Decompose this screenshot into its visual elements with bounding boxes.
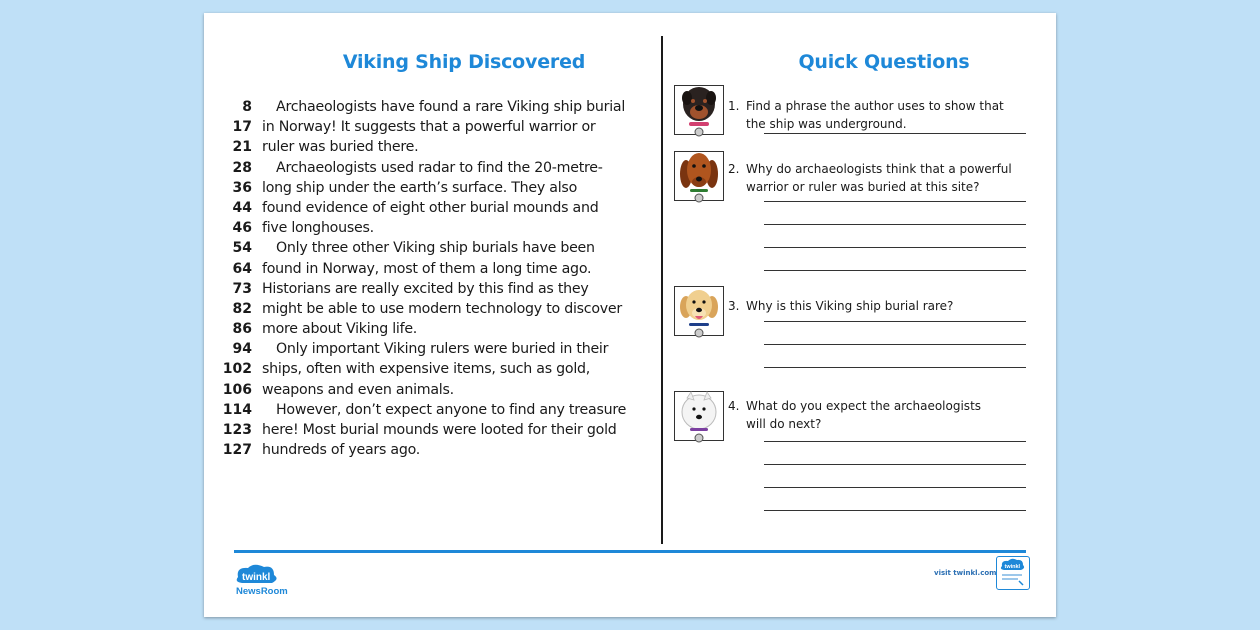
word-count: 64 — [232, 260, 252, 277]
line-text: However, don’t expect anyone to find any treasure — [276, 401, 627, 418]
answer-line[interactable] — [764, 344, 1026, 345]
text-line — [222, 259, 662, 279]
line-text: ruler was buried there. — [262, 139, 419, 156]
text-line — [222, 420, 662, 440]
line-text: long ship under the earth’s surface. They also — [262, 179, 577, 196]
text-line — [222, 299, 662, 319]
line-text: Archaeologists have found a rare Viking ship burial — [276, 99, 626, 115]
visit-link[interactable]: visit twinkl.com — [934, 569, 997, 577]
question-text: Why is this Viking ship burial rare? — [746, 299, 954, 313]
answer-line[interactable] — [764, 133, 1026, 134]
twinkl-newsroom-logo[interactable] — [234, 563, 304, 601]
text-line — [222, 440, 662, 460]
question-text: warrior or ruler was buried at this site? — [746, 180, 980, 194]
line-text: Historians are really excited by this find as they — [262, 280, 589, 297]
text-line — [222, 198, 662, 218]
line-text: Archaeologists used radar to find the 20-metre- — [276, 159, 603, 176]
text-line — [222, 400, 662, 420]
question-number: 1. — [728, 99, 740, 113]
text-line — [222, 279, 662, 299]
word-count: 8 — [242, 99, 252, 115]
text-line — [222, 319, 662, 339]
question-text: Find a phrase the author uses to show that — [746, 99, 1004, 113]
text-line — [222, 97, 662, 117]
answer-line[interactable] — [764, 510, 1026, 511]
text-line — [222, 380, 662, 400]
answer-line[interactable] — [764, 464, 1026, 465]
golden-retriever-icon — [674, 286, 724, 336]
text-line — [222, 359, 662, 379]
question-text: What do you expect the archaeologists — [746, 399, 982, 413]
column-divider — [661, 36, 663, 544]
article-text — [222, 97, 662, 460]
question-text: the ship was underground. — [746, 117, 907, 131]
text-line — [222, 158, 662, 178]
answer-line[interactable] — [764, 201, 1026, 202]
text-line — [222, 339, 662, 359]
word-count: 94 — [232, 341, 252, 358]
question-text: will do next? — [746, 417, 822, 431]
article-title: Viking Ship Discovered — [342, 51, 586, 73]
answer-line[interactable] — [764, 441, 1026, 442]
line-text: hundreds of years ago. — [262, 442, 421, 459]
brand-sub: NewsRoom — [236, 586, 288, 597]
question-1 — [674, 83, 1054, 153]
question-number: 4. — [728, 399, 740, 413]
answer-line[interactable] — [764, 247, 1026, 248]
rottweiler-icon — [674, 85, 724, 135]
word-count: 46 — [232, 220, 252, 237]
line-text: Only three other Viking ship burials have been — [276, 240, 595, 257]
text-line — [222, 178, 662, 198]
question-4 — [674, 383, 1054, 513]
questions-title: Quick Questions — [798, 51, 970, 73]
answer-line[interactable] — [764, 367, 1026, 368]
question-text: Why do archaeologists think that a powerful — [746, 162, 1012, 176]
line-text: five longhouses. — [262, 220, 374, 237]
text-line — [222, 117, 662, 137]
samoyed-icon — [674, 391, 724, 441]
badge-brand: twinkl — [1004, 564, 1021, 570]
line-text: found evidence of eight other burial mounds and — [262, 199, 599, 216]
answer-line[interactable] — [764, 270, 1026, 271]
answer-line[interactable] — [764, 321, 1026, 322]
worksheet-page — [204, 13, 1056, 617]
question-number: 3. — [728, 299, 740, 313]
text-line — [222, 238, 662, 258]
line-text: might be able to use modern technology to discover — [262, 300, 622, 317]
word-count: 82 — [232, 300, 252, 317]
answer-line[interactable] — [764, 487, 1026, 488]
word-count: 44 — [232, 199, 252, 216]
answer-line[interactable] — [764, 224, 1026, 225]
word-count: 17 — [232, 119, 252, 136]
question-number: 2. — [728, 162, 740, 176]
twinkl-quality-badge — [996, 556, 1030, 590]
text-line — [222, 218, 662, 238]
line-text: Only important Viking rulers were buried in their — [276, 341, 609, 358]
line-text: weapons and even animals. — [262, 381, 454, 398]
line-text: here! Most burial mounds were looted for their gold — [262, 422, 617, 438]
word-count: 106 — [222, 381, 252, 398]
text-line — [222, 137, 662, 157]
line-text: in Norway! It suggests that a powerful warrior or — [262, 119, 596, 136]
word-count: 54 — [232, 240, 252, 257]
word-count: 114 — [222, 401, 252, 418]
word-count: 36 — [232, 179, 252, 196]
line-text: ships, often with expensive items, such as gold, — [262, 361, 591, 378]
word-count: 73 — [232, 280, 252, 297]
word-count: 28 — [232, 159, 252, 176]
question-2 — [674, 146, 1054, 286]
brand-name: twinkl — [242, 572, 271, 583]
line-text: more about Viking life. — [262, 321, 418, 338]
question-3 — [674, 283, 1054, 373]
word-count: 86 — [232, 321, 252, 338]
line-text: found in Norway, most of them a long time ago. — [262, 260, 592, 277]
bloodhound-icon — [674, 151, 724, 201]
word-count: 21 — [232, 139, 252, 156]
word-count: 127 — [222, 442, 252, 459]
word-count: 102 — [222, 361, 252, 378]
footer-rule — [234, 550, 1026, 553]
word-count: 123 — [222, 422, 252, 438]
